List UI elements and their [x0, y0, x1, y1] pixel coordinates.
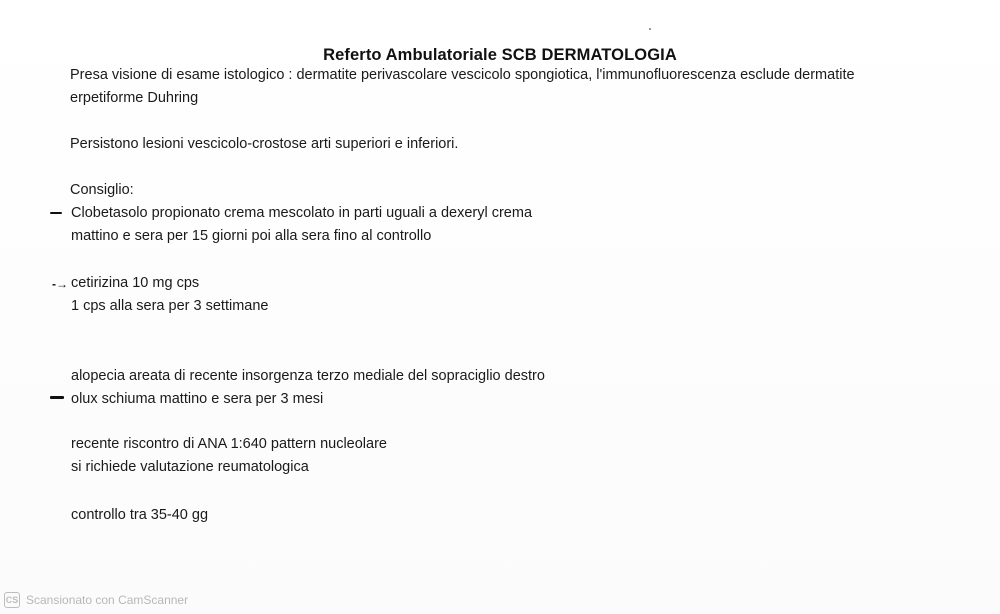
report-line-alopecia: alopecia areata di recente insorgenza terzo mediale del sopraciglio destro — [71, 368, 545, 384]
report-line-duhring: erpetiforme Duhring — [70, 90, 199, 106]
report-line-cetirizina-dosage: 1 cps alla sera per 3 settimane — [71, 298, 269, 314]
scan-speck — [649, 28, 651, 30]
report-line-controllo: controllo tra 35-40 gg — [71, 507, 209, 523]
camscanner-watermark — [4, 592, 188, 608]
report-title: Referto Ambulatoriale SCB DERMATOLOGIA — [323, 46, 677, 64]
handwritten-dash-mark — [50, 212, 62, 214]
camscanner-logo-icon: CS — [4, 592, 20, 608]
report-line-consiglio: Consiglio: — [70, 182, 134, 198]
report-line-cetirizina: cetirizina 10 mg cps — [71, 275, 200, 291]
report-line-olux: olux schiuma mattino e sera per 3 mesi — [71, 391, 324, 407]
report-line-reumatologica: si richiede valutazione reumatologica — [71, 459, 309, 475]
report-line-clobetasolo-dosage: mattino e sera per 15 giorni poi alla sera fino al controllo — [71, 228, 432, 244]
watermark-text: Scansionato con CamScanner — [26, 593, 189, 607]
handwritten-dash-mark — [50, 396, 64, 399]
handwritten-arrow-mark: -→ — [52, 277, 68, 291]
report-line-lesioni: Persistono lesioni vescicolo-crostose arti superiori e inferiori. — [70, 136, 459, 152]
report-line-ana: recente riscontro di ANA 1:640 pattern nucleolare — [71, 436, 387, 452]
report-line-istologico: Presa visione di esame istologico : dermatite perivascolare vescicolo spongiotica, l'immunofluorescenza esclude dermatite — [70, 67, 855, 83]
report-line-clobetasolo: Clobetasolo propionato crema mescolato in parti uguali a dexeryl crema — [71, 205, 533, 221]
